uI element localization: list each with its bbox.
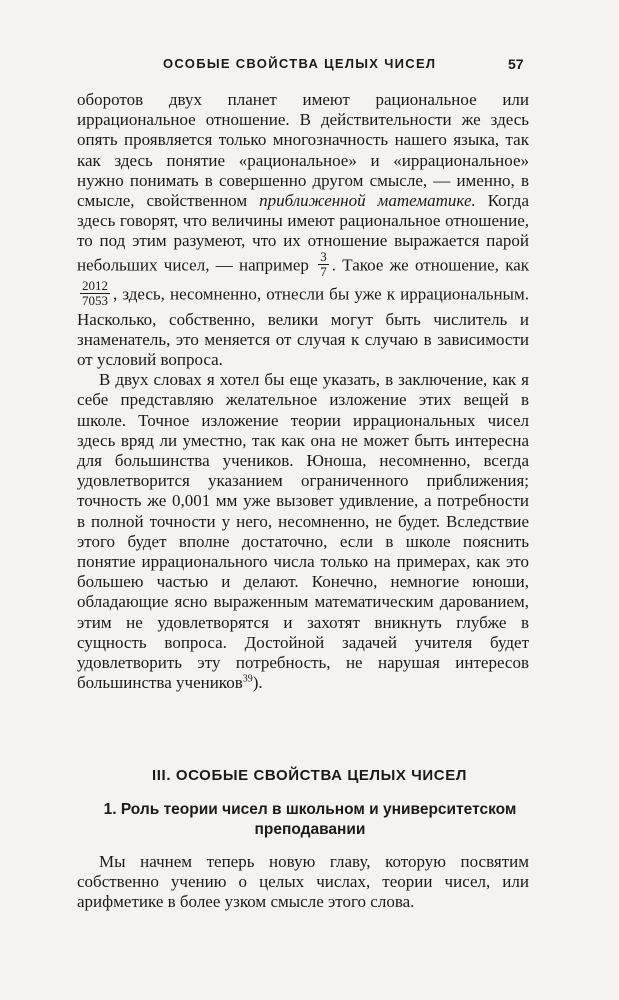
paragraph-conclusion (77, 370, 529, 693)
italic-term: приближенной математике. (259, 191, 476, 211)
paragraph1-part-c: . Такое же отношение, как (331, 255, 530, 275)
fraction-denominator: 7053 (82, 292, 108, 308)
paragraph2-text: В двух словах я хотел бы еще указать, в заключение, как я себе представляю желательное изложение этих вещей в школе. Точное изложение теории иррациональных чисел здесь вряд ли уместно, так как она не может быть интересна для большинства учеников. Юноша, несомненно, всегда удовлетворится указанием ограниченного приближения; точность же 0,001 мм уже вызовет удивление, а потребности в полной точности у него, несомненно, не будет. Вследствие этого будет вполне достаточно, если в школе пояснить понятие иррационального числа только на примерах, как это большею частью и делают. Конечно, немногие юноши, обладающие ясно выраженным математическим дарованием, этим не удовлетворятся и захотят вникнуть глубже в сущность вопроса. Достойной задачей учителя будет удовлетворить эту потребность, не нарушая интересов большинства учеников (77, 370, 529, 693)
body-text (77, 90, 529, 693)
section-heading: 1. Роль теории чисел в школьном и университетском преподавании (103, 801, 517, 838)
paragraph1-part-d: , здесь, несомненно, отнесли бы уже к иррациональным. Насколько, собственно, велики могут быть числитель и знаменатель, это меняется от случая к случаю в зависимости от условий вопроса. (77, 284, 529, 370)
fraction-numerator: 3 (320, 248, 327, 264)
paragraph-continued (77, 90, 529, 370)
chapter-heading: III. ОСОБЫЕ СВОЙСТВА ЦЕЛЫХ ЧИСЕЛ (152, 767, 467, 784)
paragraph-new-chapter: Мы начнем теперь новую главу, которую посвятим собственно учению о целых числах, теории чисел, или арифметике в более узком смысле этого слова. (77, 852, 529, 912)
fraction-3-7 (318, 250, 329, 279)
fraction-numerator: 2012 (82, 277, 108, 293)
paragraph1-part-a: оборотов двух планет имеют рациональное или иррациональное отношение. В действительности же здесь опять проявляется только многозначность нашего языка, так как здесь понятие «рациональное» и «иррациональное» нужно понимать в совершенно другом смысле, — именно, в смысле, свойственном (77, 90, 529, 211)
fraction-2012-7053 (80, 279, 110, 308)
footnote-marker: 39 (242, 673, 253, 685)
page-number: 57 (508, 56, 524, 72)
paragraph1-part-b: Когда здесь говорят, что величины имеют рациональное отношение, то под этим разумеют, что их отношение выражается парой небольших чисел, — например (77, 191, 530, 275)
fraction-denominator: 7 (320, 263, 327, 279)
final-text (77, 852, 529, 913)
paragraph2-end: ). (252, 673, 263, 693)
running-title: ОСОБЫЕ СВОЙСТВА ЦЕЛЫХ ЧИСЕЛ (163, 56, 437, 71)
running-head (0, 56, 619, 78)
